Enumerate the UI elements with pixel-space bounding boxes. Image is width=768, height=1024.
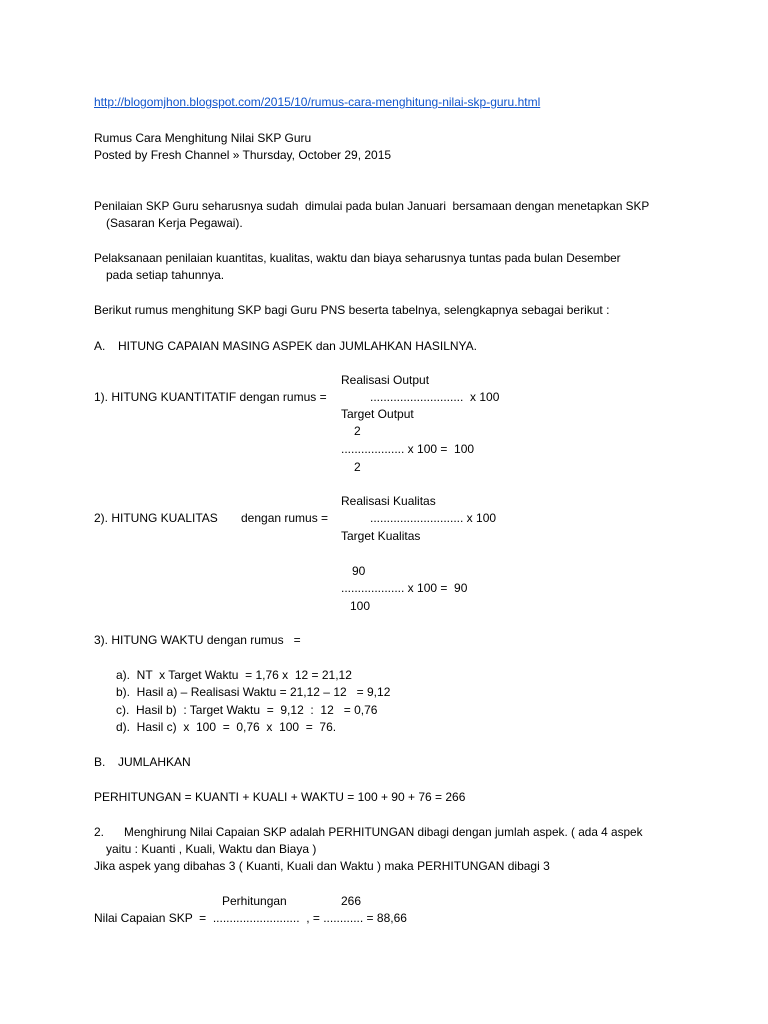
kualitas-example-line: ................... x 100 = 90 (341, 581, 468, 595)
kuantitatif-example-bottom: 2 (354, 460, 361, 474)
paragraph-2-line-2: pada setiap tahunnya. (106, 268, 225, 282)
waktu-step-c: c). Hasil b) : Target Waktu = 9,12 : 12 = 0,76 (116, 703, 378, 717)
paragraph-3: Berikut rumus menghitung SKP bagi Guru PNS beserta tabelnya, selengkapnya sebagai berikut : (94, 303, 610, 317)
point-2-line-3: Jika aspek yang dibahas 3 ( Kuanti, Kuali dan Waktu ) maka PERHITUNGAN dibagi 3 (94, 859, 550, 873)
waktu-step-d: d). Hasil c) x 100 = 0,76 x 100 = 76. (116, 720, 337, 734)
kuantitatif-denominator: Target Output (341, 407, 414, 421)
point-2-number: 2. (94, 825, 105, 839)
kuantitatif-label: 1). HITUNG KUANTITATIF dengan rumus = (94, 390, 327, 404)
kualitas-fraction: ............................ x 100 (370, 511, 497, 525)
kuantitatif-fraction: ............................ x 100 (370, 390, 500, 404)
kualitas-label-rumus: dengan rumus = (241, 511, 329, 525)
paragraph-2-line-1: Pelaksanaan penilaian kuantitas, kualitas, waktu dan biaya seharusnya tuntas pada bulan Desember (94, 251, 621, 265)
waktu-step-a: a). NT x Target Waktu = 1,76 x 12 = 21,12 (116, 668, 352, 682)
kualitas-label: 2). HITUNG KUALITAS (94, 511, 218, 525)
kualitas-numerator: Realisasi Kualitas (341, 494, 436, 508)
nilai-top-label: Perhitungan (222, 894, 287, 908)
section-b-number: B. (94, 755, 106, 769)
paragraph-1-line-1: Penilaian SKP Guru seharusnya sudah dimulai pada bulan Januari bersamaan dengan menetapkan SKP (94, 199, 650, 213)
paragraph-1-line-2: (Sasaran Kerja Pegawai). (106, 216, 243, 230)
point-2-line-2: yaitu : Kuanti , Kuali, Waktu dan Biaya ) (106, 842, 317, 856)
kuantitatif-numerator: Realisasi Output (341, 373, 430, 387)
nilai-capaian-line: Nilai Capaian SKP = .......................... , = ............ = 88,66 (94, 911, 407, 925)
kuantitatif-example-line: ................... x 100 = 100 (341, 442, 475, 456)
kualitas-example-bottom: 100 (350, 599, 371, 613)
kualitas-denominator: Target Kualitas (341, 529, 421, 543)
point-2-line-1: Menghirung Nilai Capaian SKP adalah PERHITUNGAN dibagi dengan jumlah aspek. ( ada 4 aspek (124, 825, 643, 839)
section-a-number: A. (94, 339, 106, 353)
section-a-title: HITUNG CAPAIAN MASING ASPEK dan JUMLAHKAN HASILNYA. (118, 339, 477, 353)
section-b-title: JUMLAHKAN (118, 755, 191, 769)
perhitungan-formula: PERHITUNGAN = KUANTI + KUALI + WAKTU = 100 + 90 + 76 = 266 (94, 790, 466, 804)
article-title: Rumus Cara Menghitung Nilai SKP Guru (94, 131, 312, 145)
waktu-step-b: b). Hasil a) – Realisasi Waktu = 21,12 – 12 = 9,12 (116, 685, 391, 699)
posted-by-line: Posted by Fresh Channel » Thursday, October 29, 2015 (94, 148, 392, 162)
waktu-label: 3). HITUNG WAKTU dengan rumus = (94, 633, 301, 647)
kualitas-example-top: 90 (352, 564, 366, 578)
nilai-top-value: 266 (341, 894, 362, 908)
kuantitatif-example-top: 2 (354, 424, 361, 438)
source-url-link[interactable]: http://blogomjhon.blogspot.com/2015/10/rumus-cara-menghitung-nilai-skp-guru.html (94, 95, 541, 109)
